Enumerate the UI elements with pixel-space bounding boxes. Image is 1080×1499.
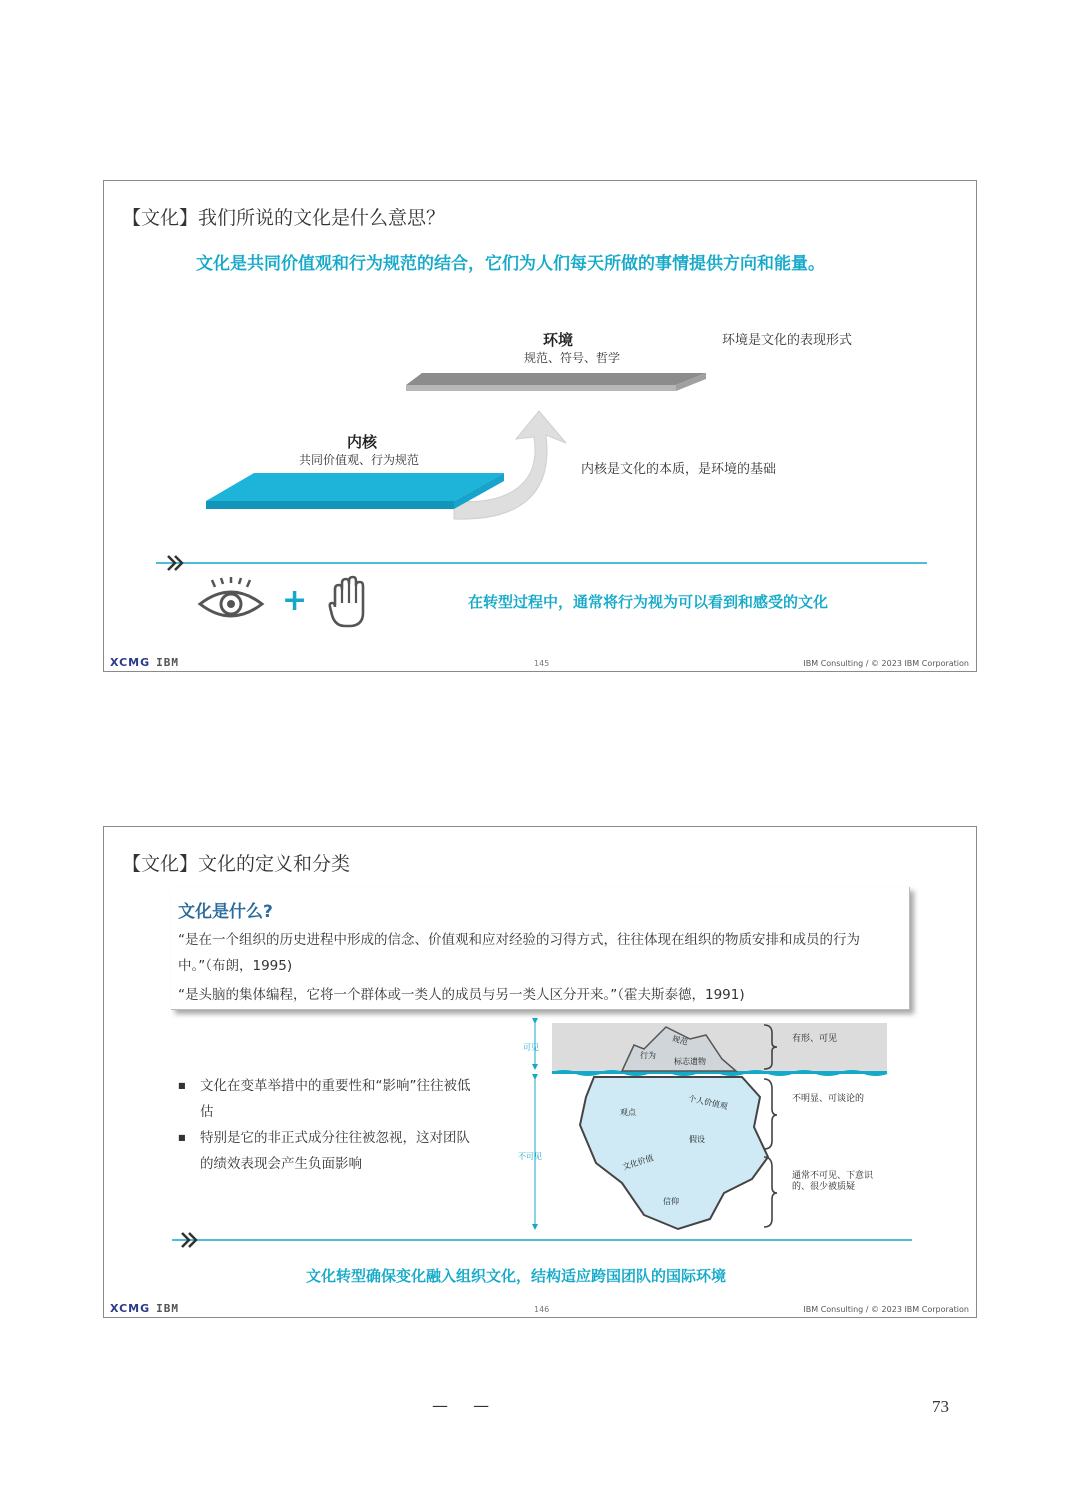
page-dashes: — — [432,1396,500,1415]
slide-title: 【文化】我们所说的文化是什么意思？ [122,207,446,229]
ibm-logo: IBM [156,656,180,669]
core-plate [204,469,514,515]
slide-page-number: 146 [534,1305,550,1314]
environment-desc: 环境是文化的表现形式 [722,333,853,348]
iceberg-word: 假设 [689,1135,705,1144]
section-divider [170,1230,914,1250]
copyright: IBM Consulting / © 2023 IBM Corporation [803,1305,969,1314]
brace-label: 不明显、可谈论的 [792,1094,865,1104]
iceberg-diagram [514,1017,974,1237]
bottom-text: 在转型过程中，通常将行为视为可以看到和感受的文化 [468,593,829,611]
quote-brown: “是在一个组织的历史进程中形成的信念、价值观和应对经验的习得方式，往往体现在组织的物质安排和成员的行为中。”（布朗，1995) [178,932,860,974]
plus-sign: + [282,583,308,618]
footer-logos [110,1302,179,1315]
box-heading: 文化是什么? [178,902,273,922]
xcmg-logo: XCMG [110,656,151,669]
footer-logos [110,656,179,669]
iceberg-word: 观点 [620,1108,636,1117]
section-divider [154,553,929,573]
bullet-list [174,1073,474,1177]
brace-label: 有形、可见 [792,1034,838,1044]
page-number: 73 [932,1397,949,1416]
slide-culture-meaning [103,180,977,672]
quote-hofstede: “是头脑的集体编程，它将一个群体或一类人的成员与另一类人区分开来。”（霍夫斯泰德，1991) [178,987,745,1003]
slide-page-number: 145 [534,659,550,668]
slide-title: 【文化】文化的定义和分类 [122,853,351,875]
bullet-item: ■ 文化在变革举措中的重要性和“影响”往往被低估 [174,1073,474,1125]
iceberg-word: 标志遗物 [674,1057,706,1066]
hand-icon [327,575,371,629]
iceberg-word: 个人价值观 [687,1093,729,1112]
slide-culture-definition [103,826,977,1318]
copyright: IBM Consulting / © 2023 IBM Corporation [803,659,969,668]
core-sub: 共同价值观、行为规范 [299,453,420,467]
visible-label: 可见 [523,1043,539,1052]
xcmg-logo: XCMG [110,1302,151,1315]
iceberg-word: 信仰 [663,1197,679,1206]
bullet-item: ■ 特别是它的非正式成分往往被忽视，这对团队的绩效表现会产生负面影响 [174,1125,474,1177]
ibm-logo: IBM [156,1302,180,1315]
core-label: 内核 [346,433,378,451]
invisible-label: 不可见 [518,1152,542,1161]
headline: 文化是共同价值观和行为规范的结合，它们为人们每天所做的事情提供方向和能量。 [196,254,825,274]
eye-icon [197,577,265,623]
bottom-text: 文化转型确保变化融入组织文化，结构适应跨国团队的国际环境 [306,1267,727,1285]
brace-label: 通常不可见、下意识的、很少被质疑 [792,1171,874,1192]
iceberg-word: 文化价值 [621,1153,655,1172]
core-desc: 内核是文化的本质，是环境的基础 [581,462,777,477]
environment-plate [404,369,714,403]
environment-sub: 规范、符号、哲学 [524,351,621,365]
definition-box [171,887,910,1010]
iceberg-word: 规范 [671,1034,689,1047]
iceberg-word: 行为 [640,1051,656,1060]
environment-label: 环境 [542,331,574,349]
